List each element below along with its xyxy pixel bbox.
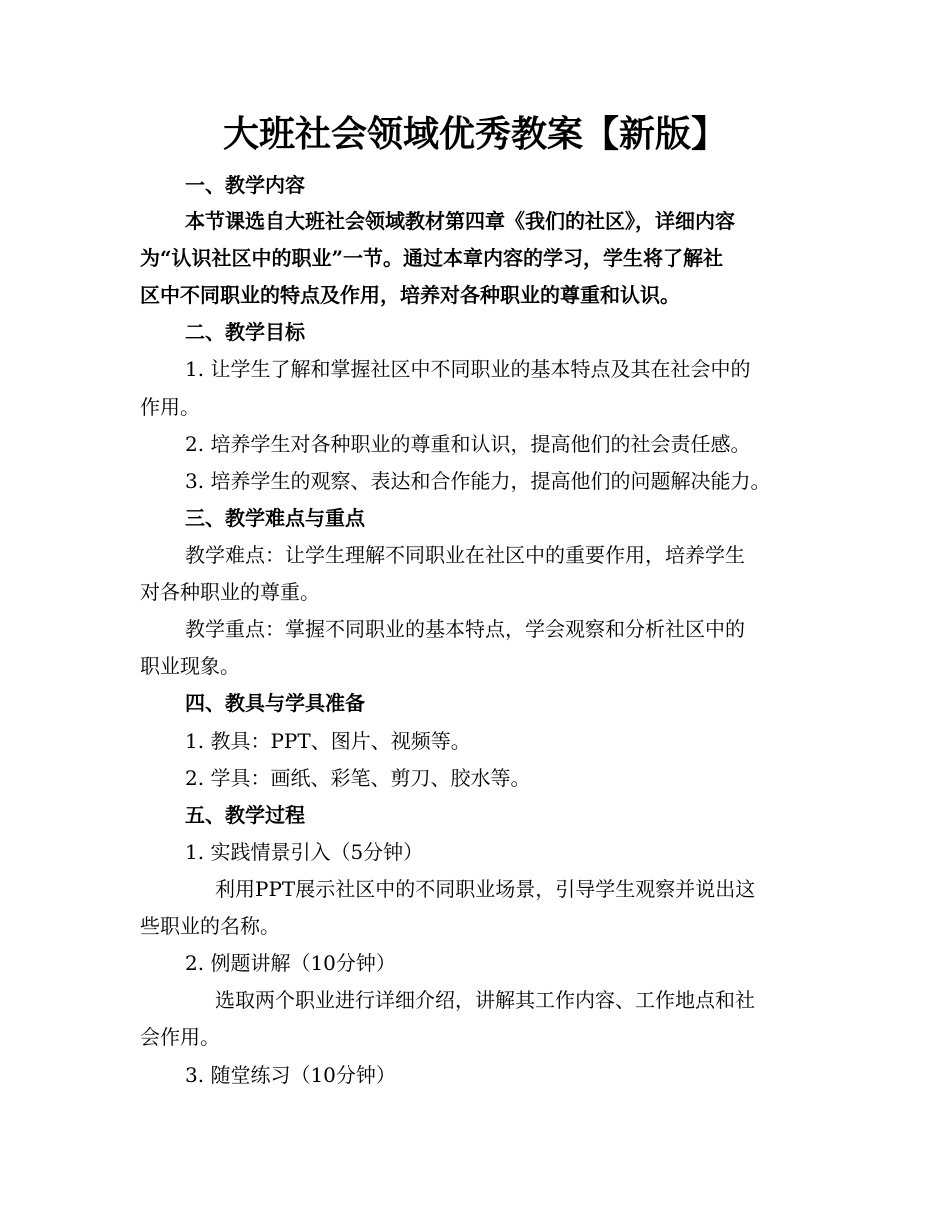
paragraph-line: 教学重点：掌握不同职业的基本特点，学会观察和分析社区中的 [185,617,745,641]
paragraph-line: 些职业的名称。 [140,914,280,938]
list-item: 3. 随堂练习（10分钟） [185,1063,396,1087]
list-item: 1. 教具：PPT、图片、视频等。 [185,729,471,753]
document-title: 大班社会领域优秀教案【新版】 [222,113,727,155]
paragraph-line: 教学难点：让学生理解不同职业在社区中的重要作用，培养学生 [185,543,745,567]
paragraph-line: 对各种职业的尊重。 [140,580,320,604]
list-item: 2. 学具：画纸、彩笔、剪刀、胶水等。 [185,766,531,790]
paragraph-line: 本节课选自大班社会领域教材第四章《我们的社区》，详细内容 [185,209,735,233]
section-heading-objectives: 二、教学目标 [185,320,305,344]
list-item: 3. 培养学生的观察、表达和合作能力，提高他们的问题解决能力。 [185,469,771,493]
paragraph-line: 选取两个职业进行详细介绍，讲解其工作内容、工作地点和社 [215,988,755,1012]
paragraph-line: 区中不同职业的特点及作用，培养对各种职业的尊重和认识。 [140,283,680,307]
list-item-line: 作用。 [140,395,200,419]
paragraph-line: 职业现象。 [140,654,240,678]
section-heading-process: 五、教学过程 [185,803,305,827]
list-item: 2. 例题讲解（10分钟） [185,951,396,975]
list-item: 2. 培养学生对各种职业的尊重和认识，提高他们的社会责任感。 [185,432,751,456]
paragraph-line: 为“认识社区中的职业”一节。通过本章内容的学习，学生将了解社 [140,246,724,270]
list-item-line: 1. 让学生了解和掌握社区中不同职业的基本特点及其在社会中的 [185,357,751,381]
section-heading-content: 一、教学内容 [185,173,305,197]
list-item: 1. 实践情景引入（5分钟） [185,840,424,864]
section-heading-materials: 四、教具与学具准备 [185,691,365,715]
paragraph-line: 会作用。 [140,1025,220,1049]
paragraph-line: 利用PPT展示社区中的不同职业场景，引导学生观察并说出这 [215,877,756,901]
section-heading-difficulties: 三、教学难点与重点 [185,506,365,530]
